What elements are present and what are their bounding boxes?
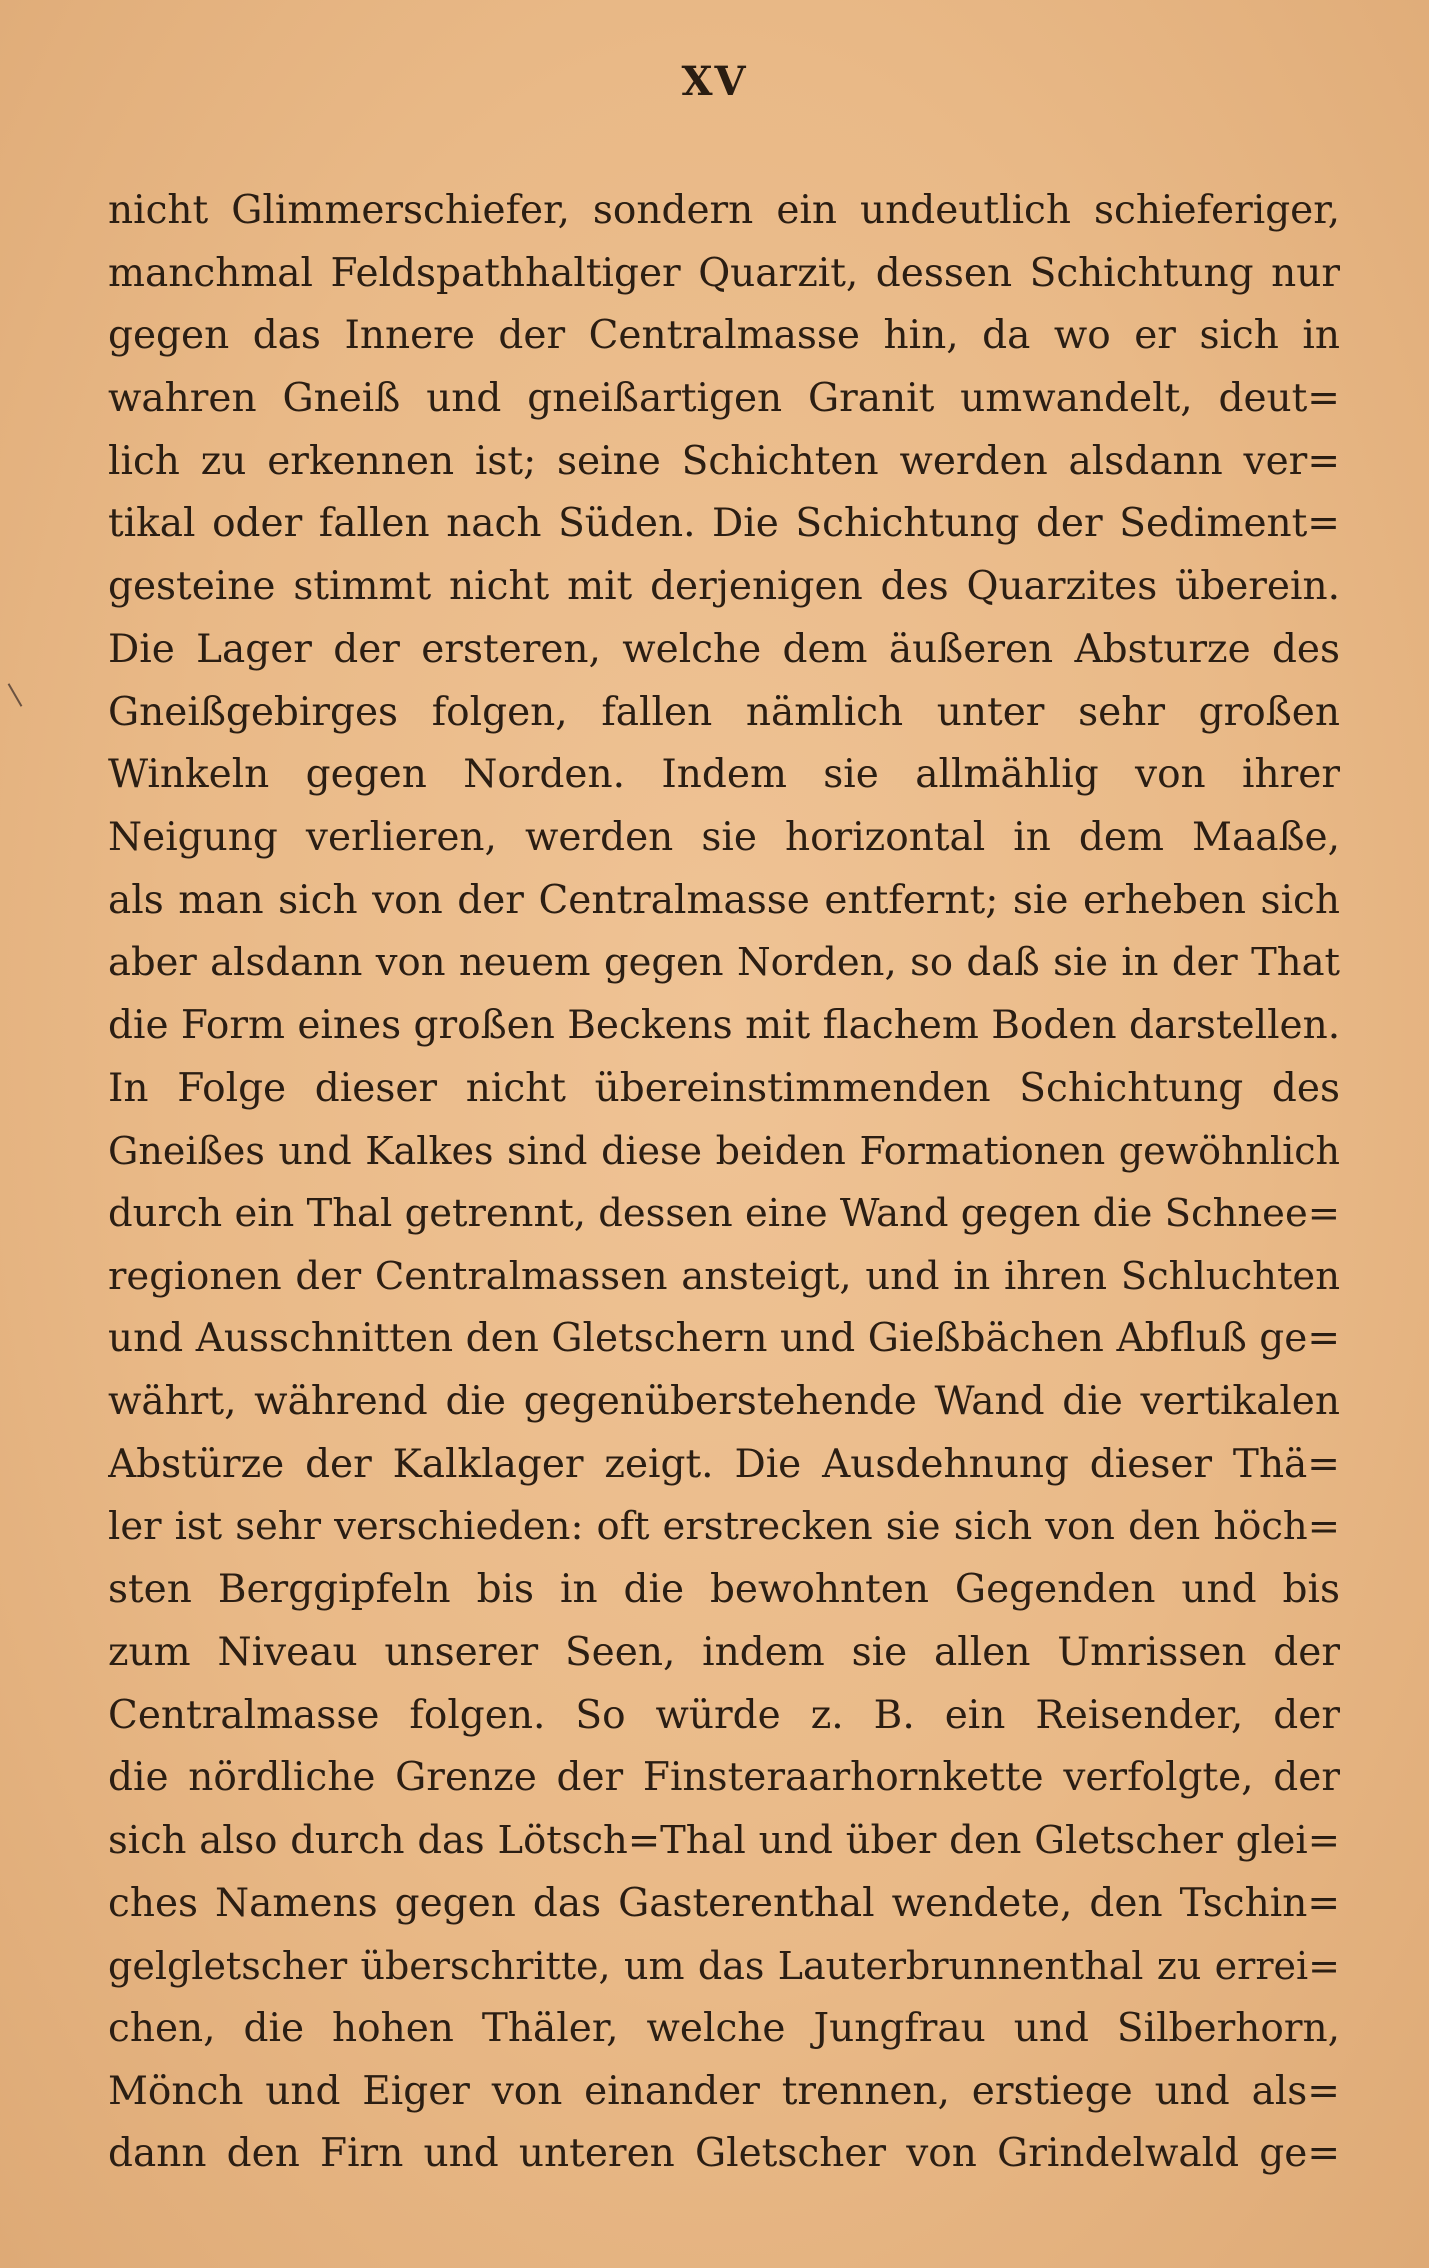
text-line: gegen das Innere der Centralmasse hin, da wo er sich in bbox=[108, 313, 1340, 359]
text-line: Centralmasse folgen. So würde z. B. ein Reisender, der bbox=[108, 1692, 1340, 1738]
text-line: Mönch und Eiger von einander trennen, erstiege und als= bbox=[108, 2068, 1340, 2114]
text-line: tikal oder fallen nach Süden. Die Schichtung der Sediment= bbox=[108, 501, 1340, 547]
text-line: die nördliche Grenze der Finsteraarhornkette verfolgte, der bbox=[108, 1755, 1340, 1801]
text-line: Abstürze der Kalklager zeigt. Die Ausdehnung dieser Thä= bbox=[108, 1441, 1340, 1487]
text-line: manchmal Feldspathhaltiger Quarzit, dessen Schichtung nur bbox=[108, 250, 1340, 296]
text-line: die Form eines großen Beckens mit flachem Boden darstellen. bbox=[108, 1002, 1340, 1048]
text-line: ler ist sehr verschieden: oft erstrecken sie sich von den höch= bbox=[108, 1504, 1340, 1550]
text-line: gelgletscher überschritte, um das Lauterbrunnenthal zu errei= bbox=[108, 1944, 1340, 1989]
text-line: Winkeln gegen Norden. Indem sie allmählig von ihrer bbox=[108, 752, 1340, 798]
text-line: Die Lager der ersteren, welche dem äußeren Absturze des bbox=[108, 626, 1340, 672]
body-text bbox=[108, 180, 1340, 2186]
text-line: als man sich von der Centralmasse entfernt; sie erheben sich bbox=[108, 877, 1340, 923]
text-line: zum Niveau unserer Seen, indem sie allen Umrissen der bbox=[108, 1629, 1340, 1675]
text-line: durch ein Thal getrennt, dessen eine Wand gegen die Schnee= bbox=[108, 1191, 1340, 1236]
text-line: regionen der Centralmassen ansteigt, und in ihren Schluchten bbox=[108, 1253, 1340, 1299]
margin-mark bbox=[8, 683, 23, 707]
text-line: chen, die hohen Thäler, welche Jungfrau und Silberhorn, bbox=[108, 2005, 1340, 2051]
text-line: gesteine stimmt nicht mit derjenigen des Quarzites überein. bbox=[108, 564, 1340, 610]
text-line: Gneißes und Kalkes sind diese beiden Formationen gewöhnlich bbox=[108, 1129, 1340, 1174]
text-line: sten Berggipfeln bis in die bewohnten Gegenden und bis bbox=[108, 1567, 1340, 1613]
text-line: In Folge dieser nicht übereinstimmenden Schichtung des bbox=[108, 1065, 1340, 1111]
text-line: aber alsdann von neuem gegen Norden, so daß sie in der That bbox=[108, 940, 1340, 986]
page-number: XV bbox=[681, 58, 748, 105]
text-line: sich also durch das Lötsch=Thal und über den Gletscher glei= bbox=[108, 1817, 1340, 1863]
text-line: Neigung verlieren, werden sie horizontal in dem Maaße, bbox=[108, 814, 1340, 860]
text-line: lich zu erkennen ist; seine Schichten werden alsdann ver= bbox=[108, 438, 1340, 484]
text-line: Gneißgebirges folgen, fallen nämlich unter sehr großen bbox=[108, 689, 1340, 735]
text-line: und Ausschnitten den Gletschern und Gießbächen Abfluß ge= bbox=[108, 1316, 1340, 1362]
text-line: wahren Gneiß und gneißartigen Granit umwandelt, deut= bbox=[108, 376, 1340, 422]
text-line: nicht Glimmerschiefer, sondern ein undeutlich schieferiger, bbox=[108, 188, 1340, 233]
text-line: währt, während die gegenüberstehende Wand die vertikalen bbox=[108, 1379, 1340, 1425]
text-line: dann den Firn und unteren Gletscher von Grindelwald ge= bbox=[108, 2131, 1340, 2177]
text-line: ches Namens gegen das Gasterenthal wendete, den Tschin= bbox=[108, 1880, 1340, 1926]
